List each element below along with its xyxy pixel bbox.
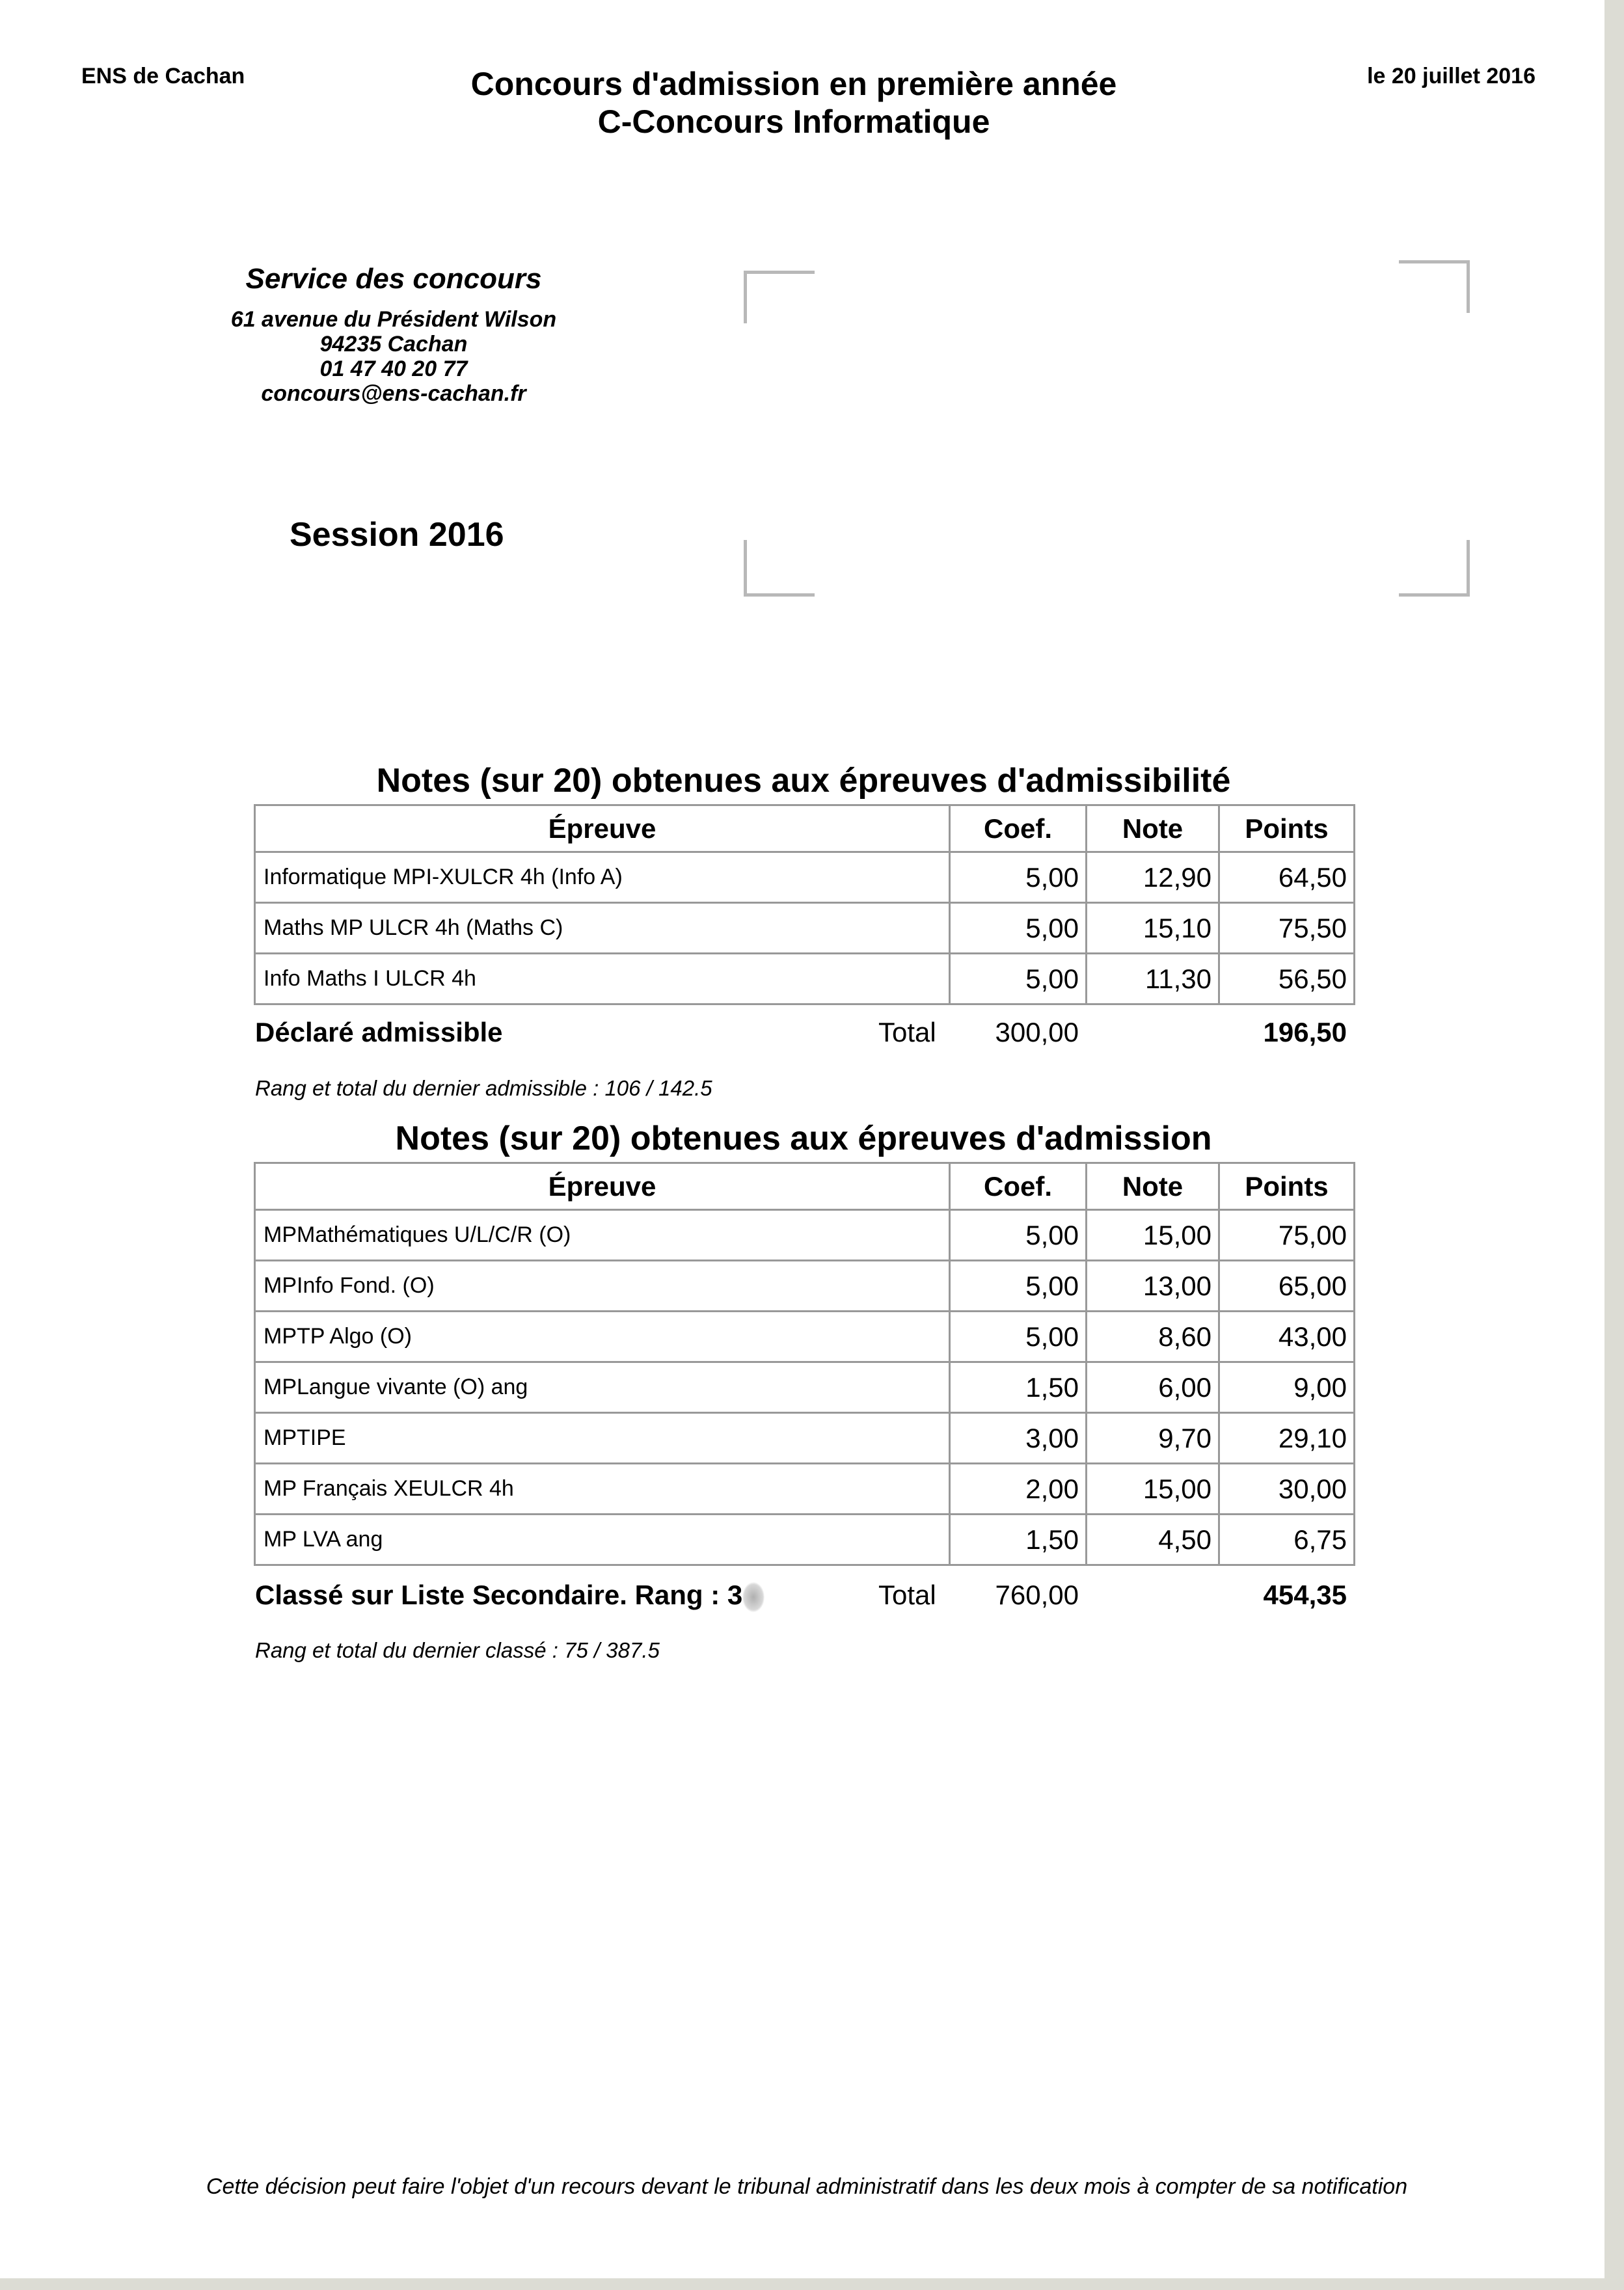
service-address-line2: 94235 Cachan <box>319 332 468 357</box>
cell-epreuve: MPTIPE <box>255 1413 950 1464</box>
cell-note: 15,00 <box>1087 1210 1219 1261</box>
cell-coef: 1,50 <box>950 1515 1087 1565</box>
col-header-note: Note <box>1087 1163 1219 1210</box>
col-header-points: Points <box>1219 1163 1355 1210</box>
cell-epreuve: Info Maths I ULCR 4h <box>255 954 950 1004</box>
admission-total-label: Total <box>878 1580 936 1610</box>
admission-rank-note: Rang et total du dernier classé : 75 / 387.5 <box>255 1638 660 1662</box>
cell-points: 30,00 <box>1219 1464 1355 1515</box>
admission-title: Notes (sur 20) obtenues aux épreuves d'admission <box>395 1120 1212 1157</box>
service-email: concours@ens-cachan.fr <box>261 381 526 406</box>
service-phone: 01 47 40 20 77 <box>319 357 468 381</box>
cell-points: 43,00 <box>1219 1312 1355 1362</box>
legal-footer: Cette décision peut faire l'objet d'un recours devant le tribunal administratif dans les deux mois à compter de sa notification <box>206 2174 1408 2199</box>
cell-coef: 5,00 <box>950 1210 1087 1261</box>
title-line-2: C-Concours Informatique <box>597 103 990 140</box>
window-corner-bottom-left <box>744 540 815 597</box>
admissibilite-total-coef: 300,00 <box>995 1017 1079 1047</box>
cell-epreuve: MPTP Algo (O) <box>255 1312 950 1362</box>
table-header-row <box>255 805 1355 852</box>
admissibilite-title: Notes (sur 20) obtenues aux épreuves d'admissibilité <box>376 762 1231 800</box>
cell-points: 9,00 <box>1219 1362 1355 1413</box>
admissibilite-total-points: 196,50 <box>1263 1017 1347 1047</box>
cell-coef: 5,00 <box>950 852 1087 903</box>
table-header-row <box>255 1163 1355 1210</box>
cell-note: 4,50 <box>1087 1515 1219 1565</box>
admission-table <box>254 1162 1355 1566</box>
col-header-note: Note <box>1087 805 1219 852</box>
cell-epreuve: Maths MP ULCR 4h (Maths C) <box>255 903 950 954</box>
cell-note: 15,10 <box>1087 903 1219 954</box>
cell-note: 13,00 <box>1087 1261 1219 1312</box>
table-row <box>255 1464 1355 1515</box>
cell-epreuve: MP Français XEULCR 4h <box>255 1464 950 1515</box>
cell-coef: 5,00 <box>950 1312 1087 1362</box>
admissibilite-table <box>254 804 1355 1005</box>
admission-decision-text: Classé sur Liste Secondaire. Rang : 3 <box>255 1580 743 1610</box>
table-row <box>255 903 1355 954</box>
cell-points: 75,50 <box>1219 903 1355 954</box>
admissibilite-decision: Déclaré admissible <box>255 1017 503 1047</box>
cell-epreuve: MPMathématiques U/L/C/R (O) <box>255 1210 950 1261</box>
cell-note: 15,00 <box>1087 1464 1219 1515</box>
cell-epreuve: Informatique MPI-XULCR 4h (Info A) <box>255 852 950 903</box>
cell-points: 65,00 <box>1219 1261 1355 1312</box>
admissibilite-total-label: Total <box>878 1017 936 1047</box>
cell-epreuve: MPLangue vivante (O) ang <box>255 1362 950 1413</box>
window-corner-top-left <box>744 271 815 323</box>
service-address-line1: 61 avenue du Président Wilson <box>230 307 557 332</box>
col-header-epreuve: Épreuve <box>255 805 950 852</box>
cell-epreuve: MPInfo Fond. (O) <box>255 1261 950 1312</box>
admission-decision <box>255 1580 765 1612</box>
cell-points: 75,00 <box>1219 1210 1355 1261</box>
title-line-1: Concours d'admission en première année <box>470 66 1117 102</box>
cell-coef: 5,00 <box>950 903 1087 954</box>
cell-note: 6,00 <box>1087 1362 1219 1413</box>
col-header-coef: Coef. <box>950 805 1087 852</box>
cell-points: 56,50 <box>1219 954 1355 1004</box>
table-row <box>255 852 1355 903</box>
cell-points: 29,10 <box>1219 1413 1355 1464</box>
cell-note: 9,70 <box>1087 1413 1219 1464</box>
cell-coef: 2,00 <box>950 1464 1087 1515</box>
col-header-points: Points <box>1219 805 1355 852</box>
window-corner-top-right <box>1399 260 1470 313</box>
cell-coef: 5,00 <box>950 954 1087 1004</box>
table-row <box>255 1312 1355 1362</box>
cell-points: 6,75 <box>1219 1515 1355 1565</box>
cell-note: 12,90 <box>1087 852 1219 903</box>
cell-points: 64,50 <box>1219 852 1355 903</box>
redacted-blur <box>742 1582 765 1612</box>
cell-coef: 5,00 <box>950 1261 1087 1312</box>
document-title <box>377 65 1210 141</box>
service-block <box>195 263 592 406</box>
admission-total-coef: 760,00 <box>995 1580 1079 1610</box>
cell-note: 11,30 <box>1087 954 1219 1004</box>
cell-epreuve: MP LVA ang <box>255 1515 950 1565</box>
table-row <box>255 1362 1355 1413</box>
institution-name: ENS de Cachan <box>81 64 245 88</box>
cell-note: 8,60 <box>1087 1312 1219 1362</box>
cell-coef: 1,50 <box>950 1362 1087 1413</box>
table-row <box>255 1261 1355 1312</box>
admission-total-points: 454,35 <box>1263 1580 1347 1610</box>
col-header-epreuve: Épreuve <box>255 1163 950 1210</box>
table-row <box>255 1413 1355 1464</box>
document-date: le 20 juillet 2016 <box>1367 64 1536 88</box>
service-title: Service des concours <box>245 263 542 295</box>
col-header-coef: Coef. <box>950 1163 1087 1210</box>
session-label: Session 2016 <box>290 516 504 554</box>
table-row <box>255 1210 1355 1261</box>
table-row <box>255 1515 1355 1565</box>
cell-coef: 3,00 <box>950 1413 1087 1464</box>
window-corner-bottom-right <box>1399 540 1470 597</box>
admissibilite-rank-note: Rang et total du dernier admissible : 106 / 142.5 <box>255 1076 712 1100</box>
table-row <box>255 954 1355 1004</box>
